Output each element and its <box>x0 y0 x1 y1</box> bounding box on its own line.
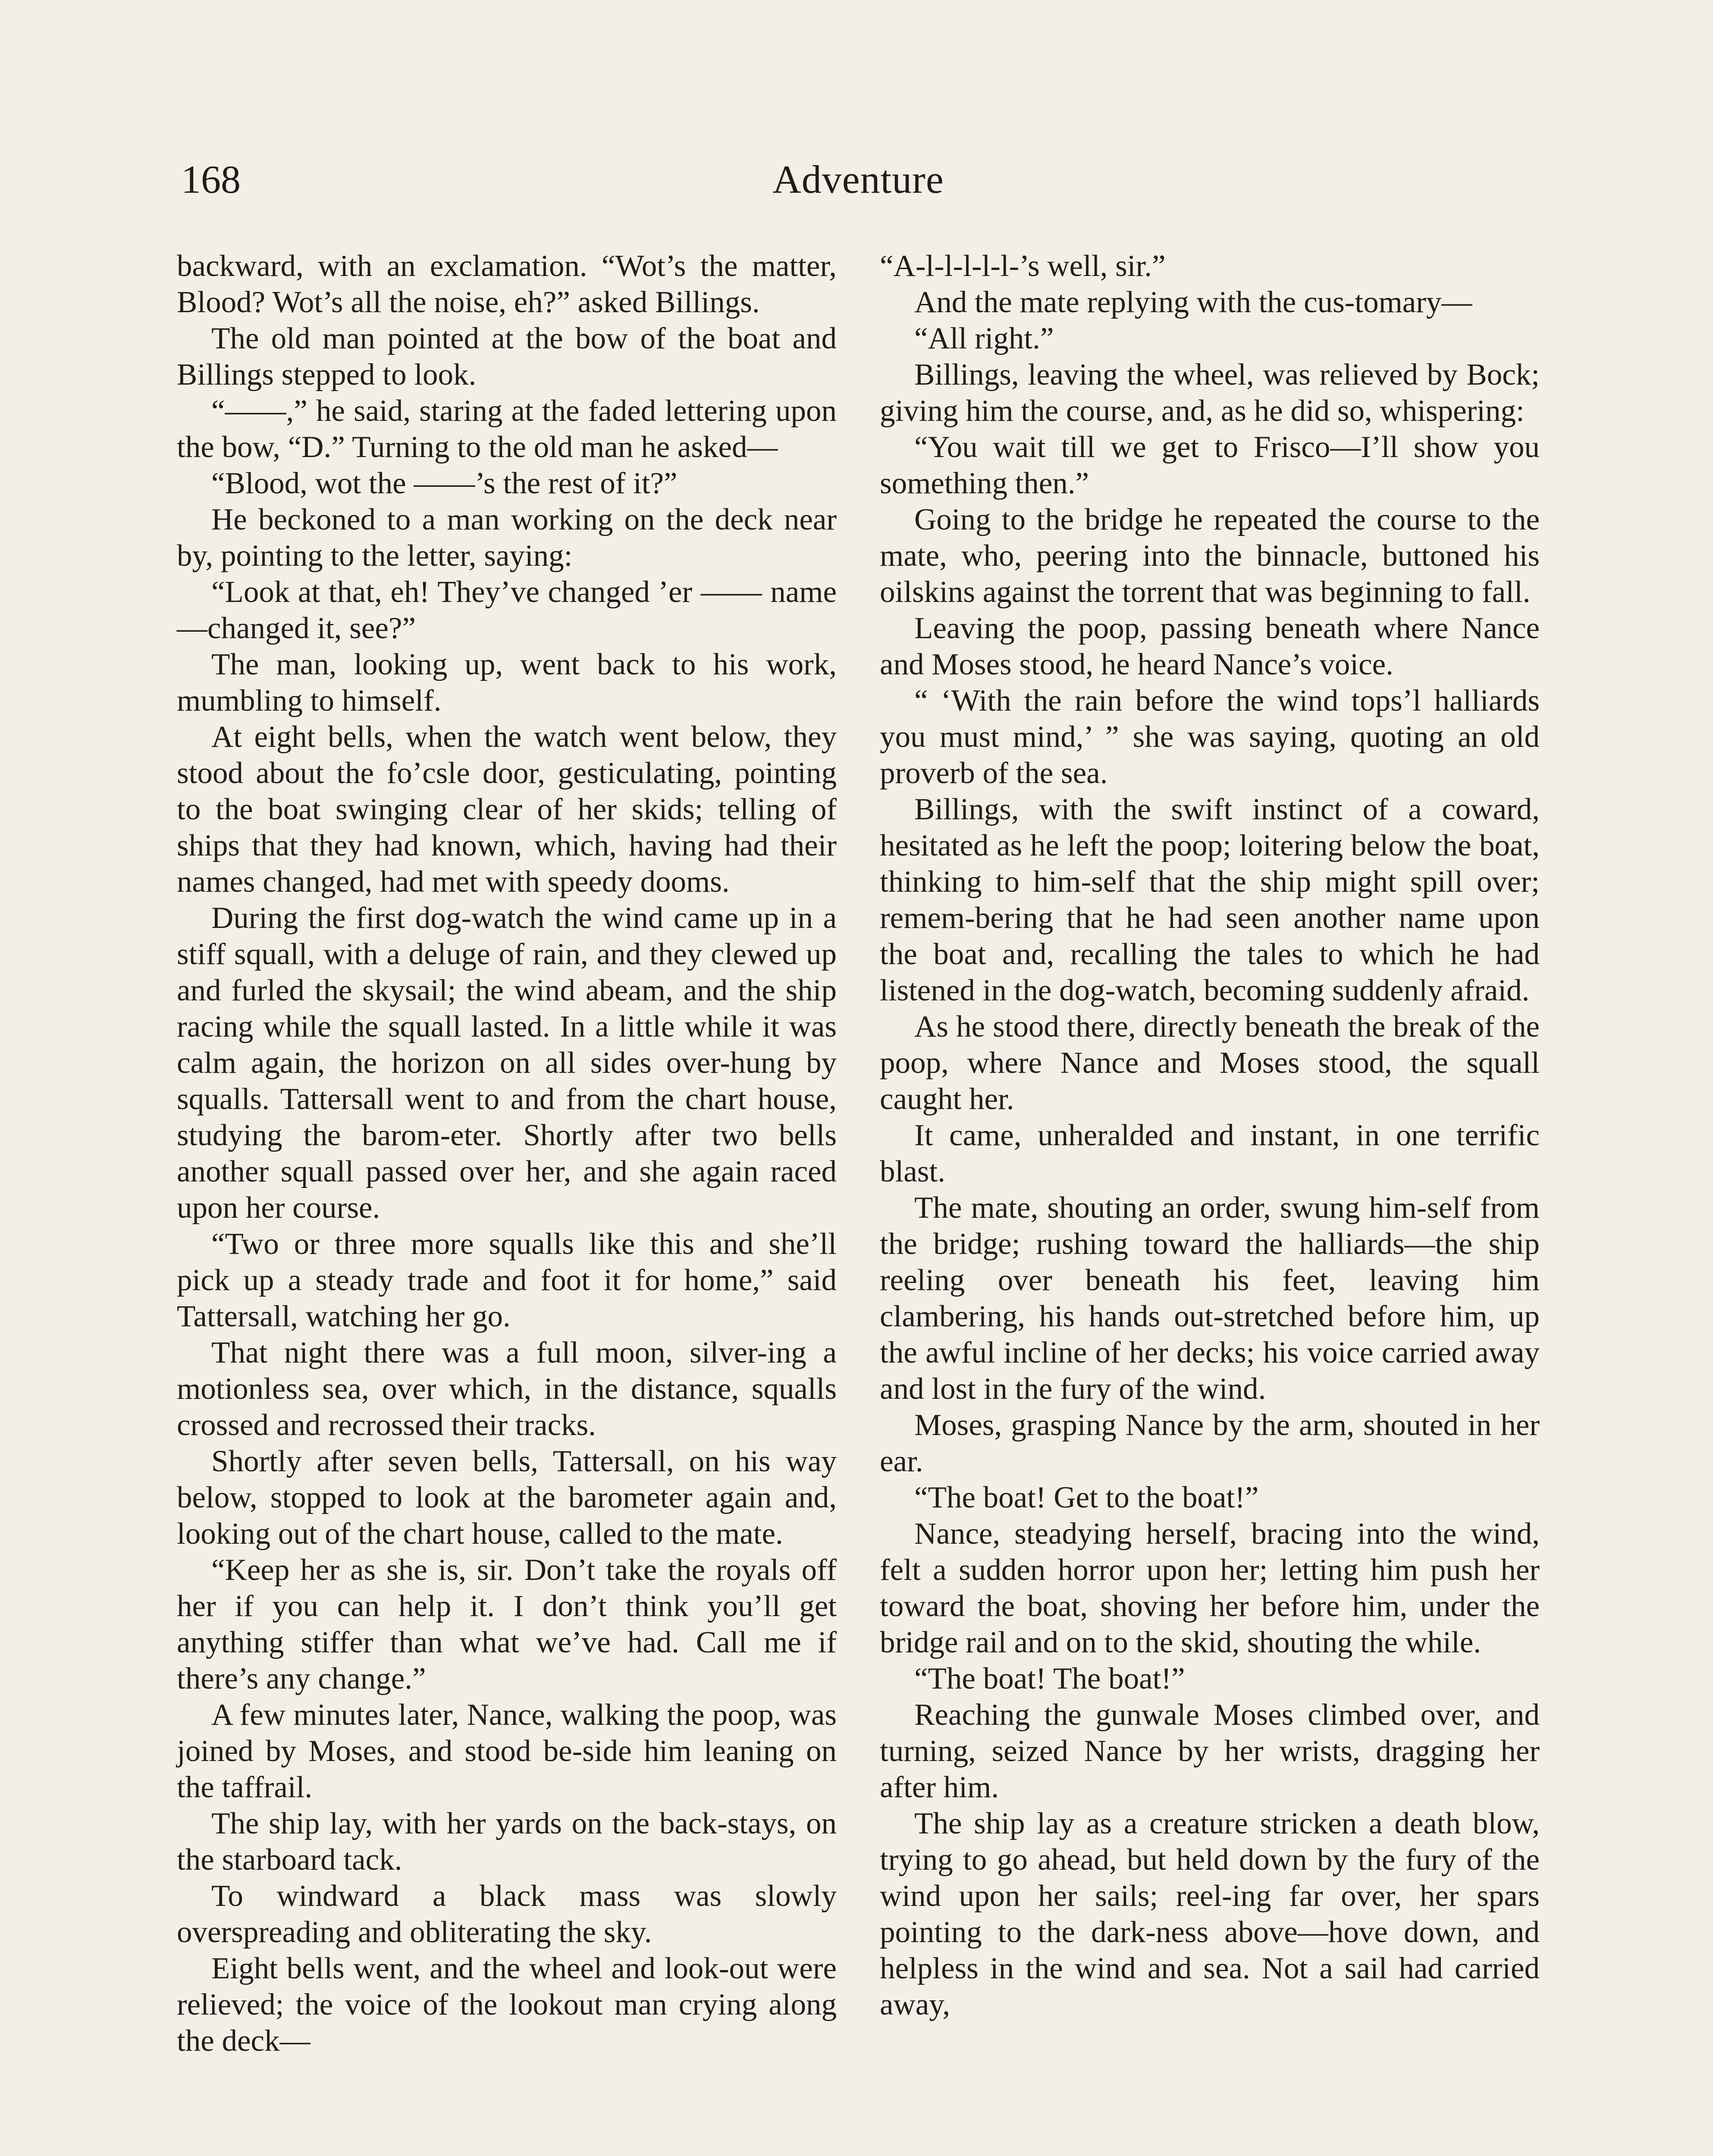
paragraph: To windward a black mass was slowly overspreading and obliterating the sky. <box>177 1879 837 1949</box>
paragraph: A few minutes later, Nance, walking the poop, was joined by Moses, and stood be-side him leaning on the taffrail. <box>177 1698 837 1804</box>
running-head: Adventure <box>772 157 944 201</box>
paragraph: “The boat! The boat!” <box>914 1662 1185 1695</box>
paragraph: “ ‘With the rain before the wind tops’l halliards you must mind,’ ” she was saying, quoting an old proverb of the sea. <box>880 684 1540 790</box>
paragraph: The man, looking up, went back to his work, mumbling to himself. <box>177 648 837 718</box>
left-column <box>177 248 837 2156</box>
paragraph: “A-l-l-l-l-l-’s well, sir.” <box>880 249 1166 283</box>
paragraph: “The boat! Get to the boat!” <box>914 1481 1259 1514</box>
paragraph: Reaching the gunwale Moses climbed over, and turning, seized Nance by her wrists, dragging her after him. <box>880 1698 1540 1804</box>
paragraph: Billings, with the swift instinct of a coward, hesitated as he left the poop; loitering below the boat, thinking to him-self that the ship might spill over; remem-bering that he had seen another name upon the boat and, recalling the tales to which he had listened in the dog-watch, becoming suddenly afraid. <box>880 793 1540 1007</box>
paragraph: Going to the bridge he repeated the course to the mate, who, peering into the binnacle, buttoned his oilskins against the torrent that was beginning to fall. <box>880 503 1540 609</box>
paragraph: And the mate replying with the cus-tomary— <box>914 285 1472 319</box>
paragraph: “Look at that, eh! They’ve changed ’er —— name—changed it, see?” <box>177 575 837 645</box>
page-header <box>181 157 1535 220</box>
paragraph: Nance, steadying herself, bracing into the wind, felt a sudden horror upon her; letting him push her toward the boat, shoving her before him, under the bridge rail and on to the skid, shouting the while. <box>880 1517 1540 1659</box>
text-columns <box>177 248 1540 2156</box>
paragraph: “You wait till we get to Frisco—I’ll show you something then.” <box>880 430 1540 500</box>
paragraph: Eight bells went, and the wheel and look-out were relieved; the voice of the lookout man crying along the deck— <box>177 1952 837 2058</box>
paragraph: The old man pointed at the bow of the boat and Billings stepped to look. <box>177 322 837 392</box>
paragraph: The ship lay, with her yards on the back-stays, on the starboard tack. <box>177 1807 837 1877</box>
right-column <box>880 248 1540 2156</box>
page-number: 168 <box>181 157 241 201</box>
paragraph: The ship lay as a creature stricken a death blow, trying to go ahead, but held down by the fury of the wind upon her sails; reel-ing far over, her spars pointing to the dark-ness above—hove down, and helpless in the wind and sea. Not a sail had carried away, <box>880 1807 1540 2021</box>
paragraph: He beckoned to a man working on the deck near by, pointing to the letter, saying: <box>177 503 837 573</box>
paragraph: The mate, shouting an order, swung him-self from the bridge; rushing toward the halliards—the ship reeling over beneath his feet, leaving him clambering, his hands out-stretched before him, up the awful incline of her decks; his voice carried away and lost in the fury of the wind. <box>880 1191 1540 1406</box>
paragraph: “Blood, wot the ——’s the rest of it?” <box>211 467 678 500</box>
paragraph: Shortly after seven bells, Tattersall, on his way below, stopped to look at the barometer again and, looking out of the chart house, called to the mate. <box>177 1445 837 1551</box>
paragraph: As he stood there, directly beneath the break of the poop, where Nance and Moses stood, the squall caught her. <box>880 1010 1540 1116</box>
paragraph: “——,” he said, staring at the faded lettering upon the bow, “D.” Turning to the old man he asked— <box>177 394 837 464</box>
paragraph: That night there was a full moon, silver-ing a motionless sea, over which, in the distance, squalls crossed and recrossed their tracks. <box>177 1336 837 1442</box>
paragraph: “Two or three more squalls like this and she’ll pick up a steady trade and foot it for home,” said Tattersall, watching her go. <box>177 1227 837 1333</box>
paragraph: “All right.” <box>914 322 1054 355</box>
paragraph: It came, unheralded and instant, in one terrific blast. <box>880 1119 1540 1188</box>
paragraph: “Keep her as she is, sir. Don’t take the royals off her if you can help it. I don’t think you’ll get anything stiffer than what we’ve had. Call me if there’s any change.” <box>177 1553 837 1695</box>
paragraph: Billings, leaving the wheel, was relieved by Bock; giving him the course, and, as he did so, whispering: <box>880 358 1540 428</box>
paragraph: Moses, grasping Nance by the arm, shouted in her ear. <box>880 1408 1540 1478</box>
paragraph: Leaving the poop, passing beneath where Nance and Moses stood, he heard Nance’s voice. <box>880 611 1540 681</box>
paragraph: At eight bells, when the watch went below, they stood about the fo’csle door, gesticulating, pointing to the boat swinging clear of her skids; telling of ships that they had known, which, having had their names changed, had met with speedy dooms. <box>177 720 837 899</box>
paragraph: During the first dog-watch the wind came up in a stiff squall, with a deluge of rain, and they clewed up and furled the skysail; the wind abeam, and the ship racing while the squall lasted. In a little while it was calm again, the horizon on all sides over-hung by squalls. Tattersall went to and from the chart house, studying the barom-eter. Shortly after two bells another squall passed over her, and she again raced upon her course. <box>177 901 837 1225</box>
paragraph: backward, with an exclamation. “Wot’s the matter, Blood? Wot’s all the noise, eh?” asked Billings. <box>177 249 837 319</box>
